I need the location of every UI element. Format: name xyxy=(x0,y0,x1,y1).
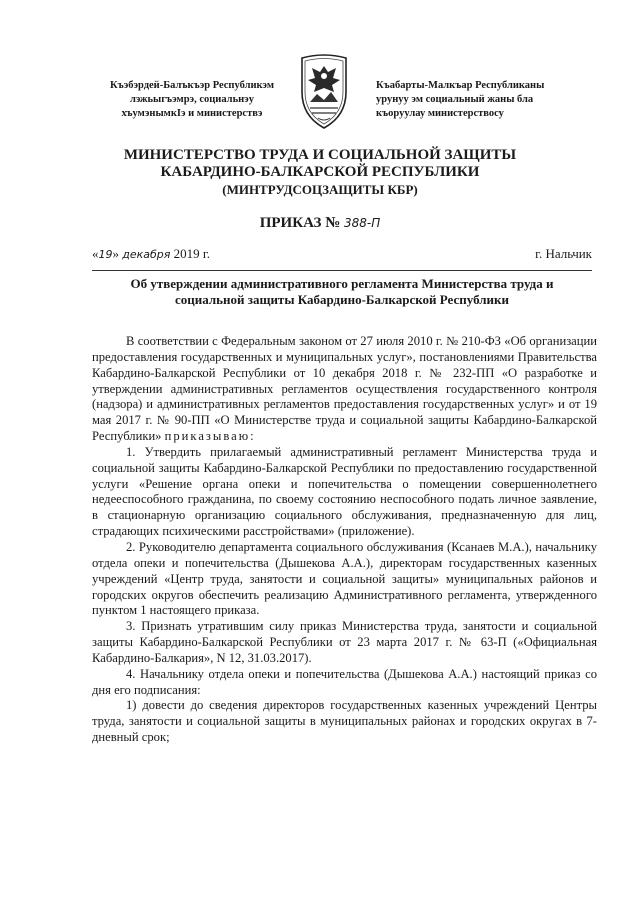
order-title: ПРИКАЗ № xyxy=(259,215,341,231)
order-directive: приказываю: xyxy=(164,429,256,444)
paragraph-3: 3. Признать утратившим силу приказ Министерства труда, занятости и социальной защиты Кабардино-Балкарской Республики от 23 марта 2017 г. № 63-П («Официальная Кабардино-Балкария», N 12, 31.03.2017). xyxy=(92,619,597,665)
paragraph-1: 1. Утвердить прилагаемый административный регламент Министерства труда и социальной защиты Кабардино-Балкарской Республики по предоставлению государственной услуги «Решение органа опеки и попечительства о помещении совершеннолетнего недееспособного гражданина, по своему состоянию неспособного подать личное заявление, в стационарную организацию социального обслуживания, предназначенную для лиц, страдающих психическими расстройствами» (приложение). xyxy=(92,444,597,539)
paragraph-4: 4. Начальнику отдела опеки и попечительства (Дышекова А.А.) настоящий приказ со дня его подписания: xyxy=(92,666,597,697)
subject-line: Об утверждении административного регламента Министерства труда и xyxy=(130,276,554,291)
ministry-name xyxy=(0,147,640,198)
date-line xyxy=(92,246,592,262)
header-right-line: Къабарты-Малкъар Республиканы xyxy=(376,80,545,91)
coat-of-arms-icon xyxy=(298,52,350,130)
date-year: 2019 г. xyxy=(173,246,211,261)
order-heading xyxy=(0,215,640,232)
paragraph-2: 2. Руководителю департамента социального обслуживания (Ксанаев М.А.), начальнику отдела опеки и попечительства (Дышекова А.А.), директорам государственных казенных учреждений «Центр труда, занятости и социальной защиты» муниципальных районов и городских округов обеспечить реализацию Административного регламента, утвержденного пунктом 1 настоящего приказа. xyxy=(92,539,597,618)
header-kabardian xyxy=(92,79,292,121)
header-left-line: лэжьыгъэмрэ, социальнэу xyxy=(130,94,254,105)
header-left-line: Къэбэрдей-Балъкъэр Республикэм xyxy=(109,80,275,91)
header-left-line: хъумэнымкIэ и министерствэ xyxy=(121,108,263,119)
order-number: 388-П xyxy=(344,216,381,230)
ministry-line: КАБАРДИНО-БАЛКАРСКОЙ РЕСПУБЛИКИ xyxy=(160,164,480,180)
ministry-line: МИНИСТЕРСТВО ТРУДА И СОЦИАЛЬНОЙ ЗАЩИТЫ xyxy=(123,147,517,163)
header-right-line: урунуу эм социальный жаны бла xyxy=(376,94,534,105)
date-month: декабря xyxy=(122,248,171,261)
subject-line: социальной защиты Кабардино-Балкарской Республики xyxy=(174,292,510,307)
paragraph-4-1: 1) довести до сведения директоров государственных казенных учреждений Центры труда, занятости и социальной защиты в муниципальных районах и городских округах в 7-дневный срок; xyxy=(92,698,597,745)
ministry-abbreviation: (МИНТРУДСОЦЗАЩИТЫ КБР) xyxy=(222,182,418,197)
preamble-text: В соответствии с Федеральным законом от 27 июля 2010 г. № 210-ФЗ «Об организации предоставления государственных и муниципальных услуг», постановлениями Правительства Кабардино-Балкарской Республики от 10 декабря 2018 г. № 232-ПП «О разработке и утверждении административных регламентов осуществления государственного контроля (надзора) и административных регламентов предоставления государственных услуг» и от 19 мая 2017 г. № 90-ПП «О Министерстве труда и социальной защиты Кабардино-Балкарской Республики» xyxy=(92,334,597,444)
city: г. Нальчик xyxy=(535,246,592,261)
preamble-paragraph xyxy=(92,334,597,445)
divider xyxy=(92,270,592,271)
order-body xyxy=(92,334,597,746)
date-day: 19 xyxy=(98,248,113,261)
date-quote: » xyxy=(112,246,119,261)
order-subject xyxy=(92,276,592,308)
date-quote: « xyxy=(92,246,99,261)
header-balkar xyxy=(376,79,576,121)
header-right-line: къоруулау министерствосу xyxy=(376,108,504,119)
